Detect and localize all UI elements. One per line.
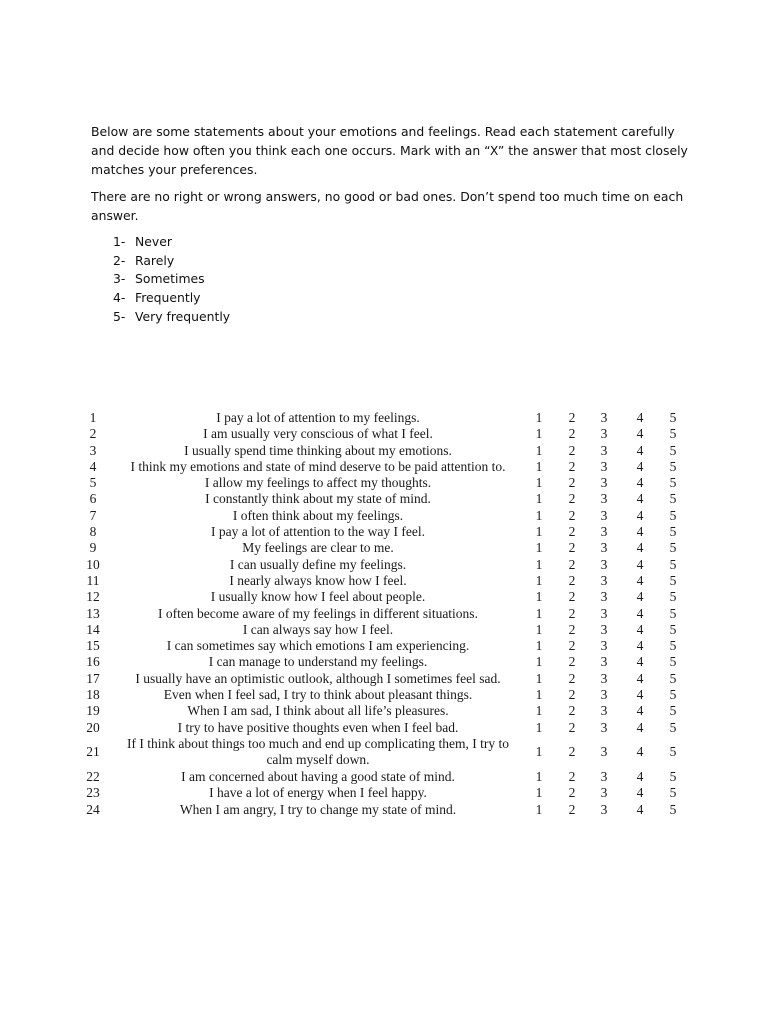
rating-option-4[interactable]: 4 xyxy=(636,540,644,556)
item-number: 21 xyxy=(86,743,100,759)
rating-option-3[interactable]: 3 xyxy=(600,801,608,817)
survey-row xyxy=(0,802,768,818)
rating-option-4[interactable]: 4 xyxy=(636,475,644,491)
item-statement: I can always say how I feel. xyxy=(242,621,394,637)
rating-option-2[interactable]: 2 xyxy=(568,743,576,759)
survey-row xyxy=(0,410,768,426)
rating-options xyxy=(523,540,693,556)
rating-option-4[interactable]: 4 xyxy=(636,442,644,458)
rating-option-1[interactable]: 1 xyxy=(535,801,543,817)
rating-option-4[interactable]: 4 xyxy=(636,572,644,588)
item-number: 22 xyxy=(86,768,100,784)
rating-options xyxy=(523,410,693,426)
rating-option-5[interactable]: 5 xyxy=(669,572,677,588)
rating-option-4[interactable]: 4 xyxy=(636,785,644,801)
rating-option-1[interactable]: 1 xyxy=(535,426,543,442)
rating-option-1[interactable]: 1 xyxy=(535,540,543,556)
scale-number: 3- xyxy=(113,271,126,287)
rating-option-2[interactable]: 2 xyxy=(568,475,576,491)
item-statement: I pay a lot of attention to the way I feel. xyxy=(210,524,426,540)
rating-option-1[interactable]: 1 xyxy=(535,572,543,588)
rating-option-2[interactable]: 2 xyxy=(568,719,576,735)
rating-option-1[interactable]: 1 xyxy=(535,507,543,523)
survey-row xyxy=(0,508,768,524)
rating-options xyxy=(523,769,693,785)
rating-option-5[interactable]: 5 xyxy=(669,410,677,425)
survey-row xyxy=(0,638,768,654)
rating-option-4[interactable]: 4 xyxy=(636,589,644,605)
rating-option-2[interactable]: 2 xyxy=(568,507,576,523)
scale-label: Never xyxy=(135,234,172,249)
scale-label: Very frequently xyxy=(135,308,231,324)
rating-option-2[interactable]: 2 xyxy=(568,426,576,442)
rating-option-5[interactable]: 5 xyxy=(669,743,677,759)
instructions-paragraph: Below are some statements about your emotions and feelings. Read each statement carefully and decide how often you think each one occurs. Mark with an “X” the answer that most closely matches your preferences. xyxy=(91,124,688,177)
survey-row xyxy=(0,654,768,670)
rating-option-5[interactable]: 5 xyxy=(669,654,677,670)
rating-option-5[interactable]: 5 xyxy=(669,670,677,686)
rating-option-5[interactable]: 5 xyxy=(669,638,677,654)
rating-option-5[interactable]: 5 xyxy=(669,556,677,572)
rating-option-5[interactable]: 5 xyxy=(669,442,677,458)
rating-options xyxy=(523,557,693,573)
scale-item xyxy=(113,289,691,308)
item-number: 19 xyxy=(86,703,100,719)
item-statement: When I am sad, I think about all life’s pleasures. xyxy=(187,703,449,719)
rating-option-5[interactable]: 5 xyxy=(669,801,677,817)
rating-option-3[interactable]: 3 xyxy=(600,687,608,703)
rating-option-3[interactable]: 3 xyxy=(600,670,608,686)
rating-option-2[interactable]: 2 xyxy=(568,556,576,572)
rating-option-1[interactable]: 1 xyxy=(535,621,543,637)
item-statement: I often think about my feelings. xyxy=(232,507,404,523)
rating-option-3[interactable]: 3 xyxy=(600,491,608,507)
rating-option-2[interactable]: 2 xyxy=(568,540,576,556)
rating-option-5[interactable]: 5 xyxy=(669,475,677,491)
rating-option-5[interactable]: 5 xyxy=(669,768,677,784)
rating-option-5[interactable]: 5 xyxy=(669,507,677,523)
rating-option-4[interactable]: 4 xyxy=(636,507,644,523)
rating-option-2[interactable]: 2 xyxy=(568,458,576,474)
rating-option-4[interactable]: 4 xyxy=(636,670,644,686)
item-statement: My feelings are clear to me. xyxy=(242,540,394,556)
rating-option-1[interactable]: 1 xyxy=(535,785,543,801)
rating-options xyxy=(523,589,693,605)
survey-row xyxy=(0,524,768,540)
item-number: 16 xyxy=(86,654,100,670)
rating-option-5[interactable]: 5 xyxy=(669,524,677,540)
survey-row xyxy=(0,736,768,769)
rating-option-4[interactable]: 4 xyxy=(636,491,644,507)
item-statement: I pay a lot of attention to my feelings. xyxy=(216,410,420,425)
rating-option-5[interactable]: 5 xyxy=(669,540,677,556)
scale-label: Frequently xyxy=(135,290,201,306)
rating-option-2[interactable]: 2 xyxy=(568,670,576,686)
rating-option-3[interactable]: 3 xyxy=(600,654,608,670)
rating-option-1[interactable]: 1 xyxy=(535,703,543,719)
item-number: 13 xyxy=(86,605,100,621)
rating-option-2[interactable]: 2 xyxy=(568,442,576,458)
rating-option-3[interactable]: 3 xyxy=(600,785,608,801)
rating-option-5[interactable]: 5 xyxy=(669,703,677,719)
rating-option-3[interactable]: 3 xyxy=(600,703,608,719)
rating-option-4[interactable]: 4 xyxy=(636,743,644,759)
rating-option-3[interactable]: 3 xyxy=(600,475,608,491)
item-statement: I constantly think about my state of mind. xyxy=(205,491,431,507)
item-number: 6 xyxy=(89,491,97,507)
item-statement: I try to have positive thoughts even when I feel bad. xyxy=(177,719,459,735)
survey-row xyxy=(0,769,768,785)
item-number: 5 xyxy=(89,475,97,491)
rating-options xyxy=(523,459,693,475)
rating-option-4[interactable]: 4 xyxy=(636,458,644,474)
item-number: 3 xyxy=(89,442,97,458)
rating-option-3[interactable]: 3 xyxy=(600,540,608,556)
rating-option-2[interactable]: 2 xyxy=(568,638,576,654)
survey-row xyxy=(0,426,768,442)
rating-option-4[interactable]: 4 xyxy=(636,801,644,817)
item-number: 4 xyxy=(89,458,97,474)
rating-option-3[interactable]: 3 xyxy=(600,524,608,540)
rating-options xyxy=(523,606,693,622)
item-number: 1 xyxy=(89,410,97,425)
rating-option-1[interactable]: 1 xyxy=(535,687,543,703)
rating-option-4[interactable]: 4 xyxy=(636,687,644,703)
survey-row xyxy=(0,475,768,491)
rating-option-2[interactable]: 2 xyxy=(568,768,576,784)
item-number: 10 xyxy=(86,556,100,572)
rating-options xyxy=(523,573,693,589)
rating-option-1[interactable]: 1 xyxy=(535,410,543,425)
rating-option-3[interactable]: 3 xyxy=(600,589,608,605)
rating-option-5[interactable]: 5 xyxy=(669,785,677,801)
rating-scale-legend xyxy=(91,233,691,326)
rating-option-1[interactable]: 1 xyxy=(535,556,543,572)
survey-row xyxy=(0,557,768,573)
rating-option-4[interactable]: 4 xyxy=(636,638,644,654)
rating-option-2[interactable]: 2 xyxy=(568,703,576,719)
instructions-paragraph: There are no right or wrong answers, no good or bad ones. Don’t spend too much time on each answer. xyxy=(91,189,684,223)
rating-options xyxy=(523,744,693,760)
item-number: 15 xyxy=(86,638,100,654)
survey-row xyxy=(0,785,768,801)
survey-row xyxy=(0,687,768,703)
rating-option-2[interactable]: 2 xyxy=(568,524,576,540)
rating-option-3[interactable]: 3 xyxy=(600,621,608,637)
rating-option-1[interactable]: 1 xyxy=(535,605,543,621)
rating-option-3[interactable]: 3 xyxy=(600,442,608,458)
item-number: 11 xyxy=(86,572,100,588)
survey-row xyxy=(0,703,768,719)
item-number: 14 xyxy=(86,621,100,637)
rating-option-1[interactable]: 1 xyxy=(535,638,543,654)
rating-option-4[interactable]: 4 xyxy=(636,654,644,670)
item-statement: I think my emotions and state of mind deserve to be paid attention to. xyxy=(130,458,506,474)
rating-option-5[interactable]: 5 xyxy=(669,589,677,605)
rating-options xyxy=(523,703,693,719)
rating-options xyxy=(523,638,693,654)
item-statement: I can usually define my feelings. xyxy=(229,556,407,572)
rating-option-1[interactable]: 1 xyxy=(535,524,543,540)
survey-row xyxy=(0,491,768,507)
rating-option-4[interactable]: 4 xyxy=(636,524,644,540)
rating-option-1[interactable]: 1 xyxy=(535,743,543,759)
rating-option-2[interactable]: 2 xyxy=(568,572,576,588)
survey-row xyxy=(0,540,768,556)
rating-option-3[interactable]: 3 xyxy=(600,768,608,784)
item-statement: I usually have an optimistic outlook, although I sometimes feel sad. xyxy=(135,670,501,686)
scale-item xyxy=(113,252,691,271)
rating-options xyxy=(523,687,693,703)
survey-row xyxy=(0,459,768,475)
scale-item xyxy=(113,270,691,289)
survey-row xyxy=(0,606,768,622)
rating-option-3[interactable]: 3 xyxy=(600,638,608,654)
rating-option-1[interactable]: 1 xyxy=(535,442,543,458)
item-statement: I have a lot of energy when I feel happy. xyxy=(209,785,427,801)
item-statement: Even when I feel sad, I try to think about pleasant things. xyxy=(163,687,473,703)
item-number: 12 xyxy=(86,589,100,605)
rating-options xyxy=(523,654,693,670)
item-number: 7 xyxy=(89,507,97,523)
item-number: 23 xyxy=(86,785,100,801)
rating-option-1[interactable]: 1 xyxy=(535,475,543,491)
scale-number: 4- xyxy=(113,290,126,306)
rating-option-3[interactable]: 3 xyxy=(600,719,608,735)
rating-option-2[interactable]: 2 xyxy=(568,410,576,425)
survey-row xyxy=(0,720,768,736)
rating-option-3[interactable]: 3 xyxy=(600,426,608,442)
item-statement: I nearly always know how I feel. xyxy=(229,572,407,588)
rating-option-2[interactable]: 2 xyxy=(568,605,576,621)
rating-options xyxy=(523,622,693,638)
rating-option-4[interactable]: 4 xyxy=(636,719,644,735)
rating-option-3[interactable]: 3 xyxy=(600,743,608,759)
rating-option-5[interactable]: 5 xyxy=(669,458,677,474)
item-statement: I allow my feelings to affect my thoughts. xyxy=(204,475,432,491)
rating-options xyxy=(523,671,693,687)
rating-options xyxy=(523,475,693,491)
item-number: 18 xyxy=(86,687,100,703)
instructions xyxy=(91,122,691,326)
rating-option-1[interactable]: 1 xyxy=(535,491,543,507)
rating-options xyxy=(523,785,693,801)
item-statement: When I am angry, I try to change my state of mind. xyxy=(179,801,457,817)
item-statement: I usually know how I feel about people. xyxy=(210,589,426,605)
item-number: 2 xyxy=(89,426,97,442)
rating-option-3[interactable]: 3 xyxy=(600,410,608,425)
rating-option-2[interactable]: 2 xyxy=(568,654,576,670)
rating-options xyxy=(523,802,693,818)
item-statement: I can sometimes say which emotions I am experiencing. xyxy=(166,638,470,654)
rating-option-5[interactable]: 5 xyxy=(669,605,677,621)
survey-row xyxy=(0,671,768,687)
rating-option-2[interactable]: 2 xyxy=(568,589,576,605)
rating-option-3[interactable]: 3 xyxy=(600,507,608,523)
survey-row xyxy=(0,443,768,459)
item-number: 9 xyxy=(89,540,97,556)
rating-option-4[interactable]: 4 xyxy=(636,621,644,637)
rating-option-2[interactable]: 2 xyxy=(568,801,576,817)
rating-option-1[interactable]: 1 xyxy=(535,670,543,686)
item-statement: I am usually very conscious of what I feel. xyxy=(203,426,433,442)
rating-option-3[interactable]: 3 xyxy=(600,556,608,572)
rating-option-1[interactable]: 1 xyxy=(535,589,543,605)
item-statement: I usually spend time thinking about my emotions. xyxy=(184,442,452,458)
survey-row xyxy=(0,589,768,605)
item-number: 17 xyxy=(86,670,100,686)
rating-option-1[interactable]: 1 xyxy=(535,719,543,735)
rating-option-5[interactable]: 5 xyxy=(669,621,677,637)
rating-options xyxy=(523,491,693,507)
item-statement: I am concerned about having a good state of mind. xyxy=(181,768,455,784)
rating-option-2[interactable]: 2 xyxy=(568,785,576,801)
rating-options xyxy=(523,426,693,442)
rating-options xyxy=(523,443,693,459)
rating-option-5[interactable]: 5 xyxy=(669,426,677,442)
item-number: 20 xyxy=(86,719,100,735)
survey-table xyxy=(0,410,768,818)
rating-option-1[interactable]: 1 xyxy=(535,768,543,784)
rating-option-3[interactable]: 3 xyxy=(600,572,608,588)
scale-label: Rarely xyxy=(135,252,175,268)
rating-options xyxy=(523,524,693,540)
rating-options xyxy=(523,508,693,524)
survey-row xyxy=(0,622,768,638)
rating-option-4[interactable]: 4 xyxy=(636,703,644,719)
item-number: 24 xyxy=(86,801,100,817)
rating-option-5[interactable]: 5 xyxy=(669,687,677,703)
rating-option-4[interactable]: 4 xyxy=(636,410,644,425)
scale-number: 5- xyxy=(113,308,126,324)
rating-option-2[interactable]: 2 xyxy=(568,621,576,637)
rating-option-4[interactable]: 4 xyxy=(636,426,644,442)
scale-item xyxy=(113,308,691,327)
rating-option-1[interactable]: 1 xyxy=(535,458,543,474)
rating-option-4[interactable]: 4 xyxy=(636,556,644,572)
item-statement: If I think about things too much and end up complicating them, I try to calm myself down. xyxy=(126,735,510,767)
rating-option-3[interactable]: 3 xyxy=(600,458,608,474)
scale-label: Sometimes xyxy=(135,271,205,287)
scale-number: 1- xyxy=(113,234,126,249)
rating-option-1[interactable]: 1 xyxy=(535,654,543,670)
rating-option-5[interactable]: 5 xyxy=(669,491,677,507)
rating-option-5[interactable]: 5 xyxy=(669,719,677,735)
item-statement: I often become aware of my feelings in different situations. xyxy=(158,605,478,621)
scale-item xyxy=(113,233,691,252)
rating-options xyxy=(523,720,693,736)
rating-option-2[interactable]: 2 xyxy=(568,687,576,703)
rating-option-4[interactable]: 4 xyxy=(636,605,644,621)
rating-option-4[interactable]: 4 xyxy=(636,768,644,784)
item-number: 8 xyxy=(89,524,97,540)
rating-option-3[interactable]: 3 xyxy=(600,605,608,621)
scale-number: 2- xyxy=(113,252,126,268)
survey-row xyxy=(0,573,768,589)
item-statement: I can manage to understand my feelings. xyxy=(208,654,428,670)
rating-option-2[interactable]: 2 xyxy=(568,491,576,507)
